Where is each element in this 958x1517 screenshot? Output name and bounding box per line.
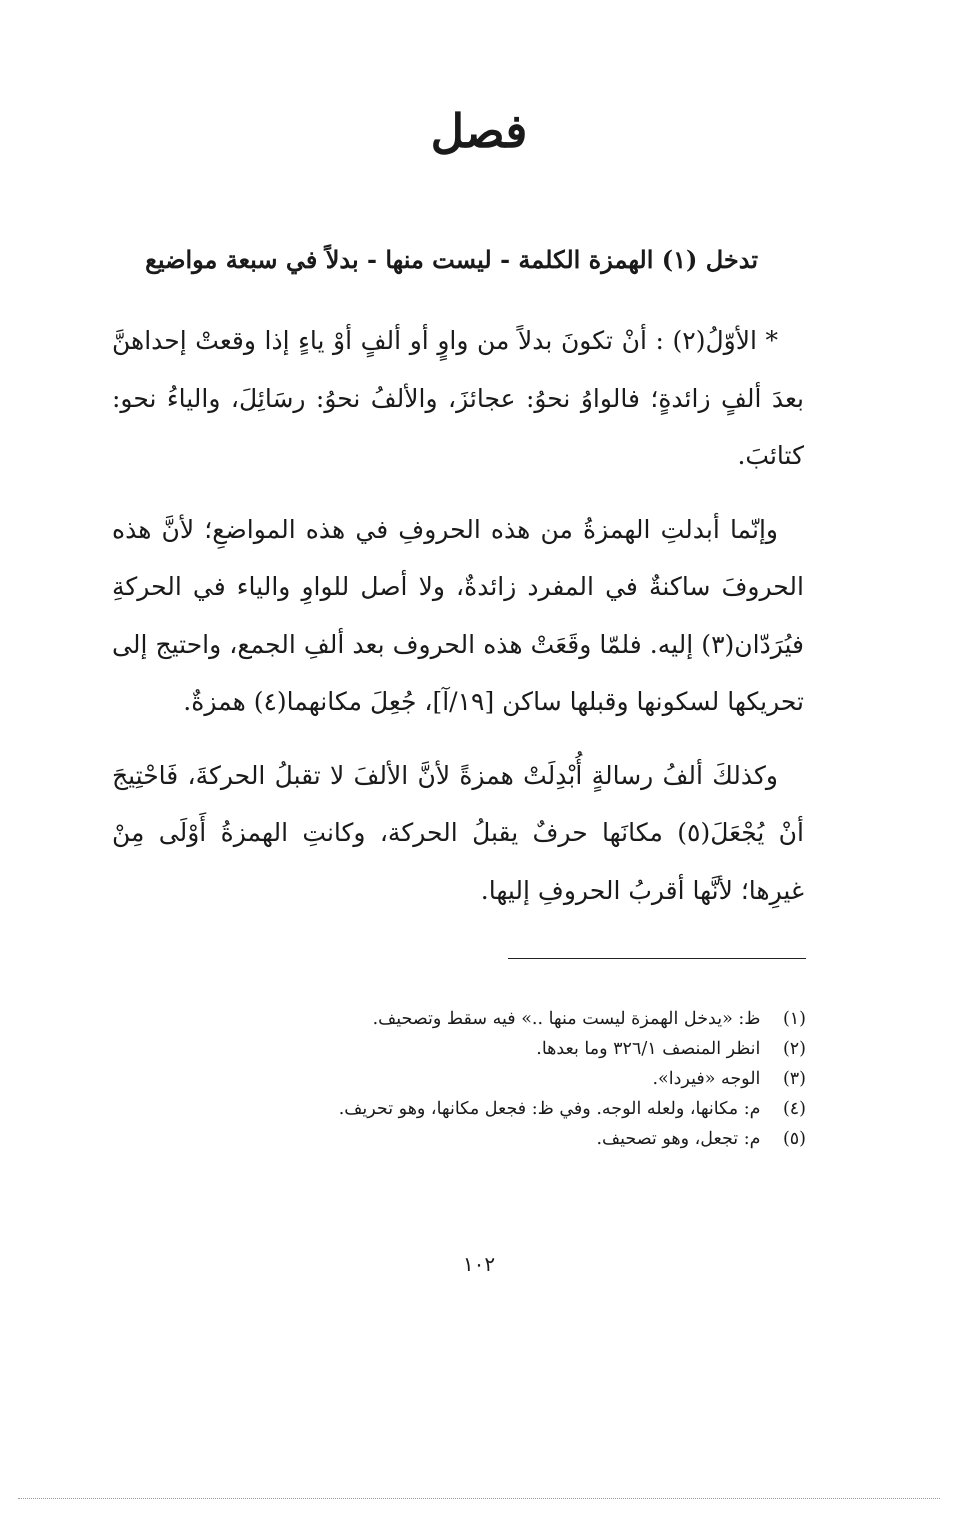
scan-edge-dots (18, 1498, 940, 1499)
footnote (160, 1004, 806, 1034)
footnote-text: م: مكانها، ولعله الوجه. وفي ظ: فجعل مكانها، وهو تحريف. (338, 1099, 761, 1119)
chapter-title: فصل (430, 104, 528, 158)
footnote (160, 1094, 806, 1124)
footnote-number: (٣) (782, 1069, 806, 1089)
footnote-text: الوجه «فيردا». (652, 1069, 761, 1089)
paragraph: وإنّما أبدلتِ الهمزةُ من هذه الحروفِ في هذه المواضعِ؛ لأنَّ هذه الحروفَ ساكنةٌ في المفرد زائدةٌ، ولا أصل للواوِ والياء في الحركةِ فيُرَدّان(٣) إليه. فلمّا وقَعَتْ هذه الحروف بعد ألفِ الجمع، واحتيج إلى تحريكها لسكونها وقبلها ساكن [١٩/آ]، جُعِلَ مكانهما(٤) همزةٌ. (112, 514, 804, 716)
paragraph: * الأوّلُ(٢) : أنْ تكونَ بدلاً من واوٍ أو ألفٍ أوْ ياءٍ إذا وقعتْ إحداهنَّ بعدَ ألفٍ زائدةٍ؛ فالواوُ نحوُ: عجائزَ، والألفُ نحوُ: رسَائِلَ، والياءُ نحو: كتائبَ. (112, 326, 804, 470)
footnote-text: انظر المنصف ٣٢٦/١ وما بعدها. (536, 1039, 761, 1059)
footnote-divider (508, 958, 806, 959)
footnote-number: (١) (782, 1009, 806, 1029)
intro-line: تدخل (١) الهمزة الكلمة - ليست منها - بدلاً في سبعة مواضيع (145, 245, 758, 274)
footnote (160, 1034, 806, 1064)
page-number: ١٠٢ (462, 1252, 496, 1276)
footnote-text: م: تجعل، وهو تصحيف. (596, 1129, 761, 1149)
paragraph: وكذلكَ ألفُ رسالةٍ أُبْدِلَتْ همزةً لأنَّ الألفَ لا تقبلُ الحركةَ، فَاحْتِيجَ أنْ يُجْعَلَ(٥) مكانَها حرفٌ يقبلُ الحركة، وكانتِ الهمزةُ أَوْلَى مِنْ غيرِها؛ لأنَّها أقربُ الحروفِ إليها. (112, 760, 804, 905)
main-text (112, 312, 804, 935)
footnotes (160, 1004, 806, 1154)
footnote-number: (٥) (782, 1129, 806, 1149)
footnote (160, 1064, 806, 1094)
footnote-text: ظ: «يدخل الهمزة ليست منها ..» فيه سقط وتصحيف. (372, 1009, 761, 1029)
footnote-number: (٤) (782, 1099, 806, 1119)
footnote (160, 1124, 806, 1154)
footnote-number: (٢) (782, 1039, 806, 1059)
